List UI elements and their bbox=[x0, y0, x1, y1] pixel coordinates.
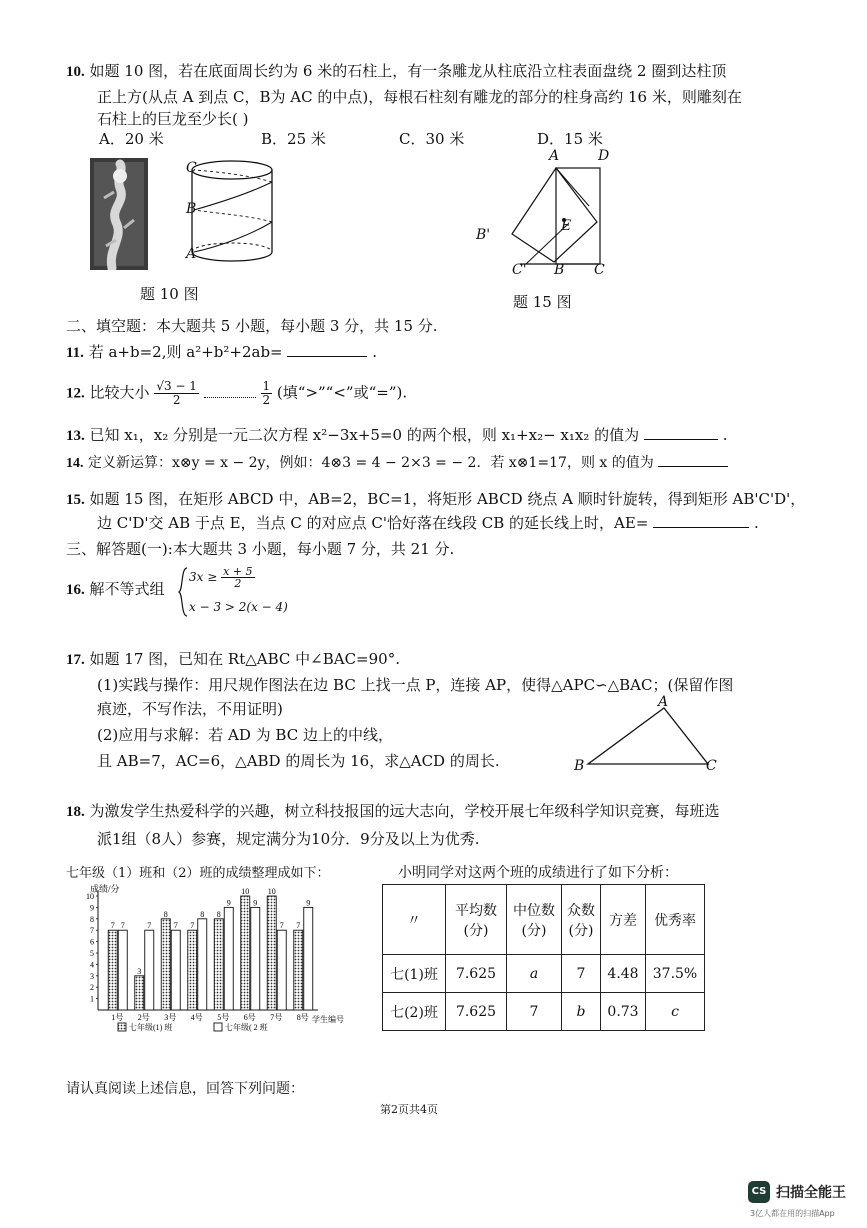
legend-swatch bbox=[118, 1023, 126, 1031]
q11: 11. 若 a+b=2,则 a²+b²+2ab= . bbox=[66, 343, 377, 361]
table-cell: 0.73 bbox=[601, 993, 646, 1031]
chart-xlabel: 学生编号 bbox=[312, 1015, 344, 1024]
q15-line1: 15. 如题 15 图，在矩形 ABCD 中，AB=2，BC=1，将矩形 ABCD 绕点 A 顺时针旋转，得到矩形 AB'C'D'， bbox=[66, 490, 806, 508]
y-tick-label: 3 bbox=[90, 971, 94, 981]
fig15-label-b-prime: B' bbox=[476, 227, 491, 243]
camscanner-tagline: 3亿人都在用的扫描App bbox=[750, 1209, 835, 1218]
q16-inequality-2: x − 3 > 2(x − 4) bbox=[189, 600, 288, 614]
y-tick-label: 2 bbox=[90, 983, 94, 993]
fig15-label-e: E bbox=[561, 218, 572, 234]
stats-header-variance: 方差 bbox=[601, 885, 646, 955]
x-tick-label: 4号 bbox=[190, 1013, 203, 1022]
bar-value-label: 10 bbox=[267, 887, 276, 896]
bar-value-label: 8 bbox=[216, 909, 221, 919]
chart-bars bbox=[108, 887, 313, 1010]
stats-header-median: 中位数 (分) bbox=[507, 885, 562, 955]
q17-line2: (1)实践与操作：用尺规作图法在边 BC 上找一点 P，连接 AP，使得△APC∽△BAC；(保留作图 bbox=[97, 676, 734, 694]
legend-entry: 七年级(1) 班 bbox=[129, 1023, 173, 1032]
bar-value-label: 3 bbox=[137, 966, 142, 976]
page-number: 第2页共4页 bbox=[380, 1103, 438, 1116]
q18-right-intro: 小明同学对这两个班的成绩进行了如下分析： bbox=[398, 865, 678, 881]
table-cell: 7.625 bbox=[446, 955, 507, 993]
x-tick-label: 2号 bbox=[137, 1013, 150, 1022]
x-tick-label: 5号 bbox=[217, 1013, 230, 1022]
x-tick-label: 1号 bbox=[111, 1013, 124, 1022]
camscanner-logo: CS bbox=[748, 1181, 770, 1203]
stats-corner: 〃 bbox=[383, 885, 446, 955]
fig15-label-c-prime: C' bbox=[512, 262, 527, 278]
y-tick-label: 9 bbox=[90, 903, 94, 913]
q12-answer-blank[interactable] bbox=[204, 397, 256, 398]
y-tick-label: 7 bbox=[90, 926, 94, 936]
bar bbox=[294, 930, 303, 1010]
table-row bbox=[383, 955, 705, 993]
y-tick-label: 4 bbox=[90, 960, 94, 970]
q15-answer-blank[interactable] bbox=[653, 527, 749, 528]
q10-line3: 石柱上的巨龙至少长( ) bbox=[97, 110, 249, 128]
bar bbox=[198, 919, 207, 1010]
bar-value-label: 7 bbox=[110, 921, 115, 931]
row-label: 七(1)班 bbox=[383, 955, 446, 993]
stats-header-mean: 平均数 (分) bbox=[446, 885, 507, 955]
bar-value-label: 7 bbox=[147, 921, 152, 931]
table-cell: 37.5% bbox=[646, 955, 705, 993]
bar bbox=[171, 930, 180, 1010]
bar bbox=[108, 930, 117, 1010]
bar-value-label: 8 bbox=[200, 909, 205, 919]
bar bbox=[277, 930, 286, 1010]
triangle-label-c: C bbox=[706, 758, 717, 774]
q12-fraction-right: $\frac{1}{2}$ bbox=[262, 379, 271, 407]
section-3-heading: 三、解答题(一):本大题共 3 小题，每小题 7 分，共 21 分. bbox=[66, 540, 455, 558]
bar-value-label: 9 bbox=[226, 898, 231, 908]
q18-line1: 18. 为激发学生热爱科学的兴趣，树立科技报国的远大志向，学校开展七年级科学知识竞赛，每班选 bbox=[66, 802, 720, 820]
bar bbox=[267, 896, 276, 1010]
x-tick-label: 7号 bbox=[270, 1013, 283, 1022]
stats-header-row bbox=[383, 885, 705, 955]
y-tick-label: 8 bbox=[90, 914, 94, 924]
bar bbox=[188, 930, 197, 1010]
table-cell: 7 bbox=[507, 993, 562, 1031]
q18-ask: 请认真阅读上述信息，回答下列问题： bbox=[66, 1081, 304, 1097]
table-cell: c bbox=[646, 993, 705, 1031]
stats-table bbox=[382, 884, 705, 1031]
q12: 12. 比较大小 $\frac{√3 - 1}{2}$ $\frac{1}{2}$ (填“>”“<”或“=”). bbox=[66, 379, 408, 407]
bar bbox=[224, 907, 233, 1010]
q14: 14. 定义新运算：x⊗y = x − 2y，例如：4⊗3 = 4 − 2×3 = − 2．若 x⊗1=17，则 x 的值为 bbox=[66, 452, 728, 475]
q10-option-a: A．20 米 bbox=[99, 130, 164, 148]
q10-line1: 10. 如题 10 图，若在底面周长约为 6 米的石柱上，有一条雕龙从柱底沿立柱表面盘绕 2 圈到达柱顶 bbox=[66, 62, 727, 80]
bar-value-label: 9 bbox=[306, 898, 311, 908]
bar-value-label: 9 bbox=[253, 898, 258, 908]
dragon-pillar-photo bbox=[90, 158, 148, 270]
cyl-label-c: C bbox=[186, 160, 197, 176]
bar-value-label: 10 bbox=[241, 887, 250, 896]
bar bbox=[214, 919, 223, 1010]
q10-option-b: B．25 米 bbox=[261, 130, 326, 148]
cylinder-figure bbox=[182, 152, 282, 270]
score-bar-chart bbox=[66, 880, 362, 1050]
q17-line1: 17. 如题 17 图，已知在 Rt△ABC 中∠BAC=90°. bbox=[66, 650, 400, 668]
table-cell: b bbox=[562, 993, 601, 1031]
fig15-label-b: B bbox=[554, 262, 565, 278]
q16-label: 16. 解不等式组 bbox=[66, 580, 165, 598]
q13-answer-blank[interactable] bbox=[644, 439, 718, 440]
q10-option-d: D．15 米 bbox=[537, 130, 603, 148]
table-cell: a bbox=[507, 955, 562, 993]
q18-left-intro: 七年级（1）班和（2）班的成绩整理成如下： bbox=[66, 866, 330, 881]
bar-value-label: 7 bbox=[120, 921, 125, 931]
bar bbox=[145, 930, 154, 1010]
camscanner-name: 扫描全能王 bbox=[776, 1185, 846, 1201]
y-tick-label: 1 bbox=[90, 994, 94, 1004]
fig15-diagram bbox=[476, 150, 626, 280]
y-tick-label: 6 bbox=[90, 937, 94, 947]
fig15-caption: 题 15 图 bbox=[513, 293, 572, 311]
q14-answer-blank[interactable] bbox=[658, 466, 728, 467]
bar bbox=[118, 930, 127, 1010]
q17-triangle bbox=[582, 700, 714, 770]
triangle-label-a: A bbox=[658, 694, 669, 710]
q11-answer-blank[interactable] bbox=[287, 356, 367, 357]
x-tick-label: 6号 bbox=[243, 1013, 256, 1022]
table-cell: 7 bbox=[562, 955, 601, 993]
section-2-heading: 二、填空题：本大题共 5 小题，每小题 3 分，共 15 分. bbox=[66, 317, 438, 335]
y-tick-label: 10 bbox=[86, 892, 94, 901]
bar-value-label: 7 bbox=[173, 921, 178, 931]
q12-fraction-left: $\frac{√3 - 1}{2}$ bbox=[156, 379, 197, 407]
bar-value-label: 8 bbox=[163, 909, 168, 919]
fig15-label-c: C bbox=[594, 262, 605, 278]
cyl-label-a: A bbox=[186, 246, 197, 262]
x-tick-label: 8号 bbox=[296, 1013, 309, 1022]
bar-value-label: 7 bbox=[279, 921, 284, 931]
q16-brace bbox=[177, 566, 189, 618]
q17-line3: 痕迹，不写作法，不用证明) bbox=[97, 700, 283, 718]
bar-value-label: 7 bbox=[190, 921, 195, 931]
table-cell: 7.625 bbox=[446, 993, 507, 1031]
q17-line5: 且 AB=7，AC=6，△ABD 的周长为 16，求△ACD 的周长. bbox=[97, 752, 500, 770]
fig15-label-a: A bbox=[549, 148, 560, 164]
q15-line2: 边 C'D'交 AB 于点 E，当点 C 的对应点 C'恰好落在线段 CB 的延长线上时，AE= . bbox=[97, 514, 759, 532]
triangle-label-b: B bbox=[574, 758, 585, 774]
q16-inequality-1: 3x ≥ $\frac{x + 5}{2}$ bbox=[189, 565, 253, 590]
stats-header-excellent-rate: 优秀率 bbox=[646, 885, 705, 955]
chart-ylabel: 成绩/分 bbox=[90, 884, 120, 894]
table-cell: 4.48 bbox=[601, 955, 646, 993]
fig10-caption: 题 10 图 bbox=[140, 285, 199, 303]
bar bbox=[241, 896, 250, 1010]
q18-line2: 派1组（8人）参赛，规定满分为10分．9分及以上为优秀. bbox=[97, 830, 480, 848]
bar bbox=[304, 907, 313, 1010]
legend-entry: 七年级( 2 班 bbox=[225, 1023, 268, 1032]
bar-value-label: 7 bbox=[296, 921, 301, 931]
y-tick-label: 5 bbox=[90, 949, 94, 958]
bar bbox=[161, 919, 170, 1010]
x-tick-label: 3号 bbox=[164, 1013, 177, 1022]
q17-line4: (2)应用与求解：若 AD 为 BC 边上的中线， bbox=[97, 726, 393, 744]
row-label: 七(2)班 bbox=[383, 993, 446, 1031]
stats-header-mode: 众数 (分) bbox=[562, 885, 601, 955]
fig15-label-d: D bbox=[598, 148, 610, 164]
table-row bbox=[383, 993, 705, 1031]
q10-line2: 正上方(从点 A 到点 C，B为 AC 的中点)，每根石柱刻有雕龙的部分的柱身高约 16 米，则雕刻在 bbox=[97, 88, 742, 106]
chart-legend bbox=[118, 1022, 268, 1032]
legend-swatch bbox=[214, 1023, 222, 1031]
bar bbox=[251, 907, 260, 1010]
q10-option-c: C．30 米 bbox=[399, 130, 465, 148]
cyl-label-b: B bbox=[186, 201, 197, 217]
q13: 13. 已知 x₁，x₂ 分别是一元二次方程 x²−3x+5=0 的两个根，则 x₁+x₂− x₁x₂ 的值为 . bbox=[66, 426, 728, 444]
bar bbox=[135, 976, 144, 1010]
